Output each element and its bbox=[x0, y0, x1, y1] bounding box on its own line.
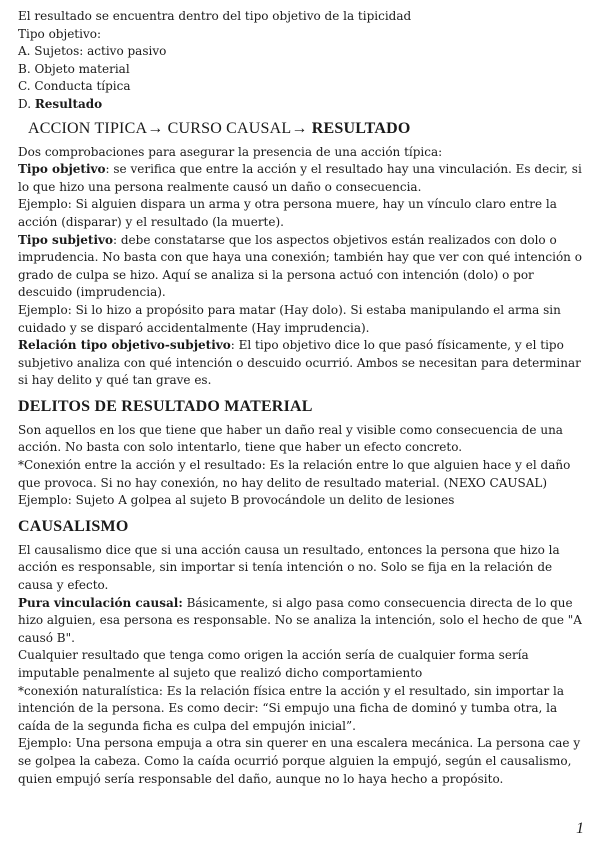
nexo-causal-paragraph: *Conexión entre la acción y el resultado: Es la relación entre lo que alguien hace y el daño que provoca. Si no hay conexión, no hay delito de resultado material. (NEXO CAUSAL) bbox=[18, 458, 571, 490]
causal-chain-heading bbox=[28, 118, 582, 140]
list-item-d-prefix: D. bbox=[18, 96, 35, 111]
list-item-d-bold: Resultado bbox=[34, 96, 103, 111]
tipo-objetivo-text: : se verifica que entre la acción y el resultado hay una vinculación. Es decir, si lo que hizo una persona realmente causó un daño o consecuencia. bbox=[18, 162, 582, 194]
tipo-subjetivo-text: : debe constatarse que los aspectos objetivos están realizados con dolo o imprudencia. No basta con que haya una conexión; también hay que ver con qué intención o grado de culpa se hizo. Aquí se analiza si la persona actuó con intención (dolo) o por descuido (imprudencia). bbox=[18, 232, 582, 300]
tipo-objetivo-heading: Tipo objetivo: bbox=[18, 26, 101, 41]
list-item-a: A. Sujetos: activo pasivo bbox=[18, 44, 167, 59]
pura-vinculacion-paragraph bbox=[18, 595, 582, 648]
tipo-subjetivo-label: Tipo subjetivo bbox=[18, 232, 113, 247]
pura-vinculacion-text: Básicamente, si algo pasa como consecuencia directa de lo que hizo alguien, esa persona es responsable. No se analiza la intención, solo el hecho de que "A causó B". bbox=[18, 595, 582, 645]
delitos-section bbox=[18, 396, 582, 510]
list-item-b: B. Objeto material bbox=[18, 61, 130, 76]
ejemplo-paragraph: Ejemplo: Sujeto A golpea al sujeto B provocándole un delito de lesiones bbox=[18, 493, 455, 508]
section-heading: DELITOS DE RESULTADO MATERIAL bbox=[18, 397, 313, 415]
causal-chain-part2: RESULTADO bbox=[311, 119, 411, 137]
ejemplo-paragraph: Ejemplo: Si alguien dispara un arma y otra persona muere, hay un vínculo claro entre la acción (disparar) y el resultado (la muerte). bbox=[18, 197, 557, 229]
tipo-subjetivo-paragraph bbox=[18, 232, 582, 302]
causalismo-section bbox=[18, 516, 582, 788]
tipo-objetivo-label: Tipo objetivo bbox=[18, 162, 106, 177]
delitos-paragraph: Son aquellos en los que tiene que haber un daño real y visible como consecuencia de una acción. No basta con solo intentarlo, tiene que haber un efecto concreto. bbox=[18, 422, 563, 455]
causalismo-paragraph: Cualquier resultado que tenga como origen la acción sería de cualquier forma sería imputable penalmente al sujeto que realizó dicho comportamiento bbox=[18, 648, 529, 680]
causalismo-paragraph: El causalismo dice que si una acción causa un resultado, entonces la persona que hizo la acción es responsable, sin importar si tenía intención o no. Solo se fija en la relación de causa y efecto. bbox=[18, 542, 560, 593]
relacion-label: Relación tipo objetivo-subjetivo bbox=[18, 338, 231, 353]
causal-chain-part1: ACCION TIPICA→ CURSO CAUSAL→ bbox=[28, 119, 312, 137]
tipo-objetivo-paragraph bbox=[18, 161, 582, 196]
section-heading: CAUSALISMO bbox=[18, 517, 129, 535]
list-item-c: C. Conducta típica bbox=[18, 79, 131, 94]
page-number: 1 bbox=[576, 820, 584, 837]
comprobaciones-section bbox=[18, 144, 582, 390]
relacion-paragraph bbox=[18, 337, 582, 390]
ejemplo-paragraph: Ejemplo: Una persona empuja a otra sin querer en una escalera mecánica. La persona cae y se golpea la cabeza. Como la caída ocurrió porque alguien la empujó, según el causalismo, quien empujó sería responsable del daño, aunque no lo haya hecho a propósito. bbox=[18, 736, 581, 786]
pura-vinculacion-label: Pura vinculación causal: bbox=[18, 595, 183, 610]
conexion-naturalistica-paragraph: *conexión naturalística: Es la relación física entre la acción y el resultado, sin importar la intención de la persona. Es como decir: “Si empujo una ficha de dominó y tumba otra, la caída de la segunda ficha es culpa del empujón inicial”. bbox=[18, 683, 565, 733]
intro-line: El resultado se encuentra dentro del tipo objetivo de la tipicidad bbox=[18, 9, 412, 23]
comprobaciones-intro: Dos comprobaciones para asegurar la presencia de una acción típica: bbox=[18, 144, 443, 159]
list-item-d bbox=[18, 96, 582, 114]
intro-section bbox=[18, 8, 582, 114]
ejemplo-paragraph: Ejemplo: Si lo hizo a propósito para matar (Hay dolo). Si estaba manipulando el arma sin cuidado y se disparó accidentalmente (Hay imprudencia). bbox=[18, 302, 561, 335]
relacion-text: : El tipo objetivo dice lo que pasó físicamente, y el tipo subjetivo analiza con qué intención o descuido ocurrió. Ambos se necesitan para determinar si hay delito y qué tan grave es. bbox=[18, 338, 581, 388]
